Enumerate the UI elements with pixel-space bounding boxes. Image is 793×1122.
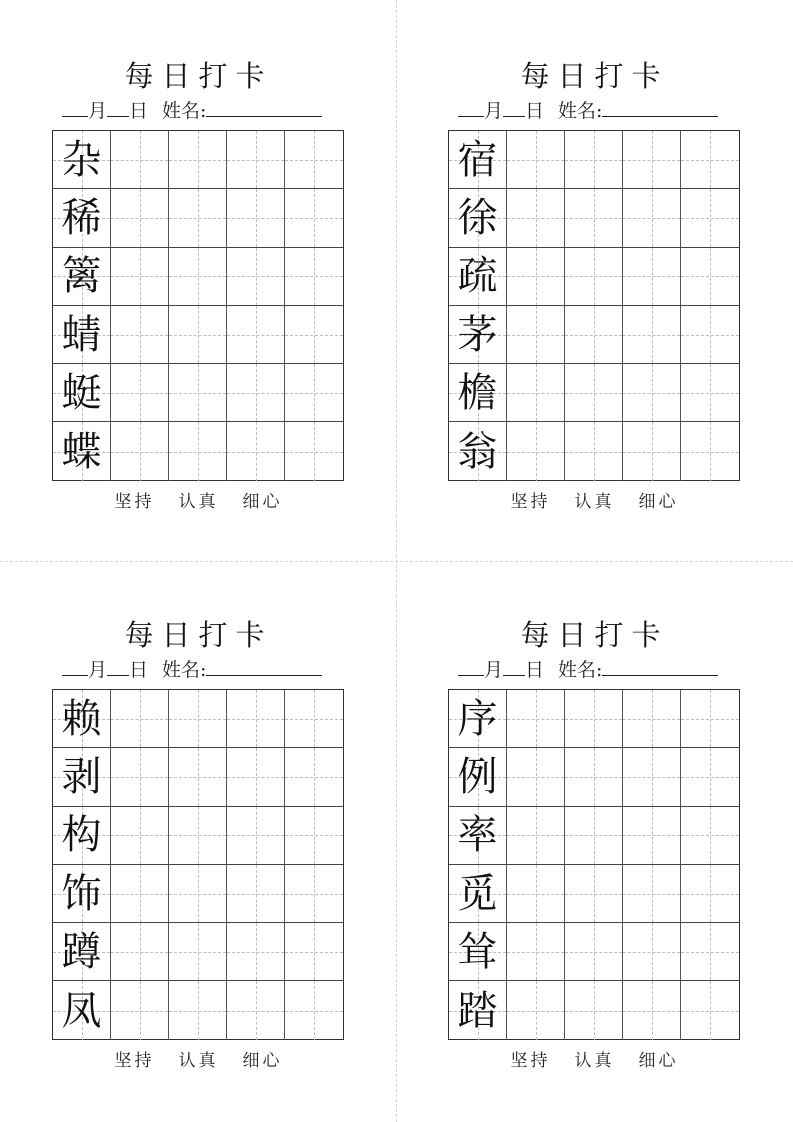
model-character-cell [449,131,507,188]
model-character: 率 [457,812,498,859]
practice-cell[interactable] [111,923,169,980]
practice-cell[interactable] [623,981,681,1039]
practice-panel-4 [448,617,741,1077]
name-label: 姓名: [558,659,603,681]
practice-cell[interactable] [111,690,169,747]
practice-cell[interactable] [623,923,681,980]
model-character-cell [449,364,507,421]
practice-cell[interactable] [169,306,227,363]
writing-grid [448,689,740,1040]
model-character-cell [53,131,111,188]
practice-cell[interactable] [623,131,681,188]
cut-line-horizontal [0,561,793,562]
model-character-cell [53,807,111,864]
date-name-line [62,655,345,681]
panel-title: 每日打卡 [520,59,669,93]
practice-cell[interactable] [227,748,285,805]
model-character-cell [53,306,111,363]
practice-cell[interactable] [681,748,739,805]
motto-attentive: 细心 [638,492,679,512]
practice-cell[interactable] [565,807,623,864]
model-character: 疏 [457,253,498,300]
practice-cell[interactable] [681,131,739,188]
model-character-cell [449,865,507,922]
name-blank[interactable] [602,655,718,676]
practice-cell[interactable] [169,807,227,864]
model-character-cell [53,981,111,1039]
practice-cell[interactable] [623,748,681,805]
day-blank[interactable] [503,96,525,117]
practice-cell[interactable] [227,248,285,305]
model-character: 翁 [457,428,498,475]
writing-grid [448,130,740,481]
practice-cell[interactable] [285,422,343,480]
date-name-line [458,96,741,122]
model-character-cell [53,923,111,980]
grid-row [53,807,343,865]
model-character-cell [449,422,507,480]
practice-cell[interactable] [681,422,739,480]
month-label: 月 [484,659,504,681]
day-label: 日 [129,100,149,122]
day-blank[interactable] [107,96,129,117]
grid-row [53,923,343,981]
practice-cell[interactable] [565,364,623,421]
practice-panel-1 [52,58,345,518]
practice-cell[interactable] [623,306,681,363]
practice-cell[interactable] [169,748,227,805]
model-character: 篱 [61,253,102,300]
model-character-cell [53,422,111,480]
practice-cell[interactable] [623,865,681,922]
model-character: 觅 [457,870,498,917]
practice-cell[interactable] [111,422,169,480]
date-name-line [458,655,741,681]
motto-persist: 坚持 [510,1051,551,1071]
practice-cell[interactable] [507,807,565,864]
practice-cell[interactable] [681,690,739,747]
motto-footer [448,490,741,514]
panel-title: 每日打卡 [124,59,273,93]
motto-footer [52,490,345,514]
practice-cell[interactable] [507,248,565,305]
practice-cell[interactable] [169,690,227,747]
model-character: 蜓 [61,369,102,416]
practice-cell[interactable] [169,865,227,922]
practice-cell[interactable] [227,131,285,188]
practice-cell[interactable] [565,248,623,305]
practice-cell[interactable] [565,131,623,188]
name-label: 姓名: [162,100,207,122]
model-character-cell [449,807,507,864]
writing-grid [52,689,344,1040]
month-blank[interactable] [458,96,484,117]
name-blank[interactable] [206,655,322,676]
practice-cell[interactable] [285,131,343,188]
grid-row [449,422,739,480]
practice-cell[interactable] [285,690,343,747]
model-character: 蝶 [61,428,102,475]
name-blank[interactable] [206,96,322,117]
month-label: 月 [88,659,108,681]
practice-cell[interactable] [507,189,565,246]
model-character: 茅 [457,311,498,358]
model-character: 徐 [457,194,498,241]
practice-cell[interactable] [227,865,285,922]
motto-attentive: 细心 [242,1051,283,1071]
practice-cell[interactable] [169,422,227,480]
day-label: 日 [129,659,149,681]
model-character: 剥 [61,753,102,800]
practice-cell[interactable] [623,690,681,747]
name-label: 姓名: [162,659,207,681]
model-character-cell [449,690,507,747]
practice-cell[interactable] [681,923,739,980]
practice-cell[interactable] [285,248,343,305]
practice-cell[interactable] [507,364,565,421]
practice-cell[interactable] [169,248,227,305]
model-character: 构 [61,812,102,859]
practice-cell[interactable] [169,364,227,421]
practice-cell[interactable] [681,189,739,246]
practice-cell[interactable] [507,981,565,1039]
day-label: 日 [525,659,545,681]
practice-cell[interactable] [507,748,565,805]
month-label: 月 [484,100,504,122]
practice-cell[interactable] [111,248,169,305]
month-blank[interactable] [458,655,484,676]
month-blank[interactable] [62,96,88,117]
model-character: 饰 [61,870,102,917]
practice-cell[interactable] [227,981,285,1039]
practice-cell[interactable] [623,248,681,305]
motto-persist: 坚持 [114,492,155,512]
grid-row [449,364,739,422]
model-character-cell [449,748,507,805]
practice-cell[interactable] [111,865,169,922]
model-character: 踏 [457,987,498,1034]
practice-cell[interactable] [507,422,565,480]
practice-cell[interactable] [169,189,227,246]
model-character: 杂 [61,136,102,183]
name-label: 姓名: [558,100,603,122]
grid-row [53,189,343,247]
motto-footer [448,1049,741,1073]
practice-cell[interactable] [111,306,169,363]
motto-attentive: 细心 [638,1051,679,1071]
practice-cell[interactable] [285,364,343,421]
grid-row [449,807,739,865]
model-character-cell [53,865,111,922]
practice-panel-2 [448,58,741,518]
practice-cell[interactable] [285,807,343,864]
grid-row [449,981,739,1039]
model-character-cell [53,748,111,805]
grid-row [53,364,343,422]
practice-cell[interactable] [227,364,285,421]
practice-cell[interactable] [285,981,343,1039]
grid-row [53,422,343,480]
practice-cell[interactable] [285,748,343,805]
name-blank[interactable] [602,96,718,117]
motto-careful: 认真 [574,492,615,512]
day-blank[interactable] [107,655,129,676]
practice-cell[interactable] [623,807,681,864]
model-character-cell [449,981,507,1039]
model-character: 赖 [61,695,102,742]
motto-attentive: 细心 [242,492,283,512]
practice-cell[interactable] [565,981,623,1039]
grid-row [53,248,343,306]
grid-row [53,748,343,806]
model-character: 例 [457,753,498,800]
practice-cell[interactable] [227,306,285,363]
practice-cell[interactable] [169,131,227,188]
grid-row [449,865,739,923]
motto-footer [52,1049,345,1073]
model-character-cell [53,189,111,246]
model-character-cell [53,690,111,747]
practice-cell[interactable] [565,306,623,363]
model-character-cell [449,923,507,980]
practice-cell[interactable] [507,865,565,922]
practice-cell[interactable] [285,923,343,980]
practice-cell[interactable] [111,189,169,246]
practice-cell[interactable] [681,306,739,363]
practice-cell[interactable] [681,364,739,421]
grid-row [449,248,739,306]
practice-cell[interactable] [565,189,623,246]
model-character: 序 [457,695,498,742]
practice-cell[interactable] [111,807,169,864]
model-character: 蹲 [61,928,102,975]
practice-cell[interactable] [111,131,169,188]
grid-row [53,981,343,1039]
motto-careful: 认真 [178,492,219,512]
practice-cell[interactable] [623,364,681,421]
model-character-cell [449,248,507,305]
motto-careful: 认真 [574,1051,615,1071]
day-blank[interactable] [503,655,525,676]
model-character-cell [449,189,507,246]
model-character: 蜻 [61,311,102,358]
practice-cell[interactable] [681,981,739,1039]
practice-cell[interactable] [507,923,565,980]
practice-cell[interactable] [507,690,565,747]
model-character-cell [449,306,507,363]
practice-cell[interactable] [285,306,343,363]
practice-cell[interactable] [507,131,565,188]
month-blank[interactable] [62,655,88,676]
practice-cell[interactable] [681,807,739,864]
practice-cell[interactable] [623,422,681,480]
grid-row [449,748,739,806]
month-label: 月 [88,100,108,122]
grid-row [53,306,343,364]
model-character: 凤 [61,987,102,1034]
writing-grid [52,130,344,481]
grid-row [449,306,739,364]
practice-panel-3 [52,617,345,1077]
date-name-line [62,96,345,122]
panel-title: 每日打卡 [124,618,273,652]
practice-cell[interactable] [111,981,169,1039]
practice-cell[interactable] [565,748,623,805]
practice-cell[interactable] [681,248,739,305]
grid-row [53,865,343,923]
practice-cell[interactable] [169,981,227,1039]
practice-cell[interactable] [111,364,169,421]
grid-row [449,131,739,189]
practice-cell[interactable] [227,807,285,864]
practice-cell[interactable] [565,690,623,747]
model-character-cell [53,364,111,421]
practice-cell[interactable] [111,748,169,805]
motto-persist: 坚持 [114,1051,155,1071]
motto-persist: 坚持 [510,492,551,512]
practice-cell[interactable] [681,865,739,922]
model-character: 稀 [61,194,102,241]
grid-row [449,923,739,981]
model-character: 檐 [457,369,498,416]
practice-cell[interactable] [565,422,623,480]
grid-row [449,189,739,247]
model-character: 宿 [457,136,498,183]
motto-careful: 认真 [178,1051,219,1071]
practice-cell[interactable] [227,189,285,246]
practice-cell[interactable] [227,690,285,747]
practice-cell[interactable] [507,306,565,363]
day-label: 日 [525,100,545,122]
model-character: 耸 [457,928,498,975]
practice-cell[interactable] [227,923,285,980]
practice-cell[interactable] [565,865,623,922]
practice-cell[interactable] [285,189,343,246]
grid-row [449,690,739,748]
grid-row [53,131,343,189]
practice-cell[interactable] [565,923,623,980]
practice-cell[interactable] [285,865,343,922]
practice-cell[interactable] [623,189,681,246]
panel-title: 每日打卡 [520,618,669,652]
model-character-cell [53,248,111,305]
practice-cell[interactable] [169,923,227,980]
practice-cell[interactable] [227,422,285,480]
grid-row [53,690,343,748]
